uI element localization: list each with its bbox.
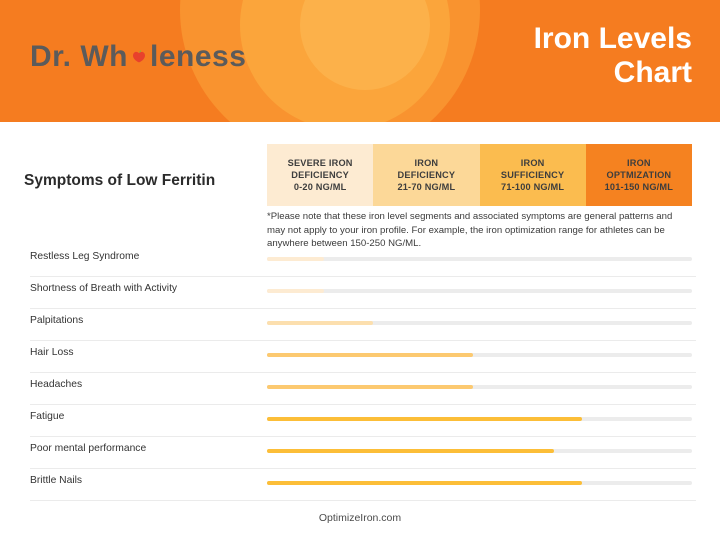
segment-label-line1: IRON bbox=[520, 157, 545, 168]
segment-4 bbox=[586, 144, 692, 206]
footer-website-text: OptimizeIron.com bbox=[318, 512, 402, 524]
symptom-bar-fill bbox=[267, 257, 324, 261]
symptom-bar-fill bbox=[267, 289, 324, 293]
symptom-bar-fill bbox=[267, 417, 582, 421]
symptom-bar-track bbox=[267, 417, 692, 421]
page-title-line1: Iron Levels bbox=[533, 22, 692, 55]
segment-label-line2: DEFICIENCY bbox=[291, 169, 349, 180]
symptom-bar-track bbox=[267, 257, 692, 261]
disclaimer-note: *Please note that these iron level segments and associated symptoms are general patterns and may not apply to your iron profile. For example, the iron optimization range for athletes can be anywhere between 150-250 NG/ML. bbox=[267, 211, 673, 250]
footer-website bbox=[0, 512, 720, 524]
symptom-label: Poor mental performance bbox=[30, 443, 147, 454]
symptom-bar-fill bbox=[267, 449, 554, 453]
segment-range: 71-100 NG/ML bbox=[501, 182, 565, 193]
brand-logo-text-before: Dr. Wh bbox=[30, 40, 128, 73]
symptom-row bbox=[24, 277, 696, 309]
segment-1 bbox=[267, 144, 373, 206]
segment-label-line1: IRON bbox=[414, 157, 439, 168]
segment-legend bbox=[267, 144, 692, 206]
symptom-bar-track bbox=[267, 289, 692, 293]
symptom-row bbox=[24, 341, 696, 373]
symptom-row bbox=[24, 245, 696, 277]
segment-label-line2: OPTMIZATION bbox=[606, 169, 672, 180]
symptom-row bbox=[24, 437, 696, 469]
brand-logo bbox=[30, 40, 246, 74]
segment-label-line1: IRON bbox=[626, 157, 651, 168]
symptom-row bbox=[24, 469, 696, 501]
header-banner bbox=[0, 0, 720, 122]
segment-3 bbox=[480, 144, 586, 206]
symptom-label: Shortness of Breath with Activity bbox=[30, 283, 178, 294]
symptom-label: Restless Leg Syndrome bbox=[30, 251, 140, 262]
symptom-label: Headaches bbox=[30, 379, 83, 390]
segment-range: 101-150 NG/ML bbox=[604, 182, 674, 193]
brand-logo-text-after: leness bbox=[150, 40, 247, 73]
symptom-rows bbox=[24, 245, 696, 501]
segment-label-line1: SEVERE IRON bbox=[287, 157, 353, 168]
symptom-bar-fill bbox=[267, 385, 473, 389]
symptom-row bbox=[24, 373, 696, 405]
symptom-label: Palpitations bbox=[30, 315, 84, 326]
symptom-row bbox=[24, 309, 696, 341]
segment-label-line2: DEFICIENCY bbox=[397, 169, 456, 180]
apple-icon bbox=[128, 47, 150, 69]
symptom-label: Brittle Nails bbox=[30, 475, 83, 486]
symptom-bar-track bbox=[267, 449, 692, 453]
segment-label-line2: SUFFICIENCY bbox=[500, 169, 565, 180]
segment-range: 21-70 NG/ML bbox=[397, 182, 456, 193]
segment-range: 0-20 NG/ML bbox=[293, 182, 347, 193]
symptom-bar-fill bbox=[267, 481, 582, 485]
symptom-bar-fill bbox=[267, 321, 373, 325]
page-title-line2: Chart bbox=[613, 55, 692, 89]
symptom-bar-track bbox=[267, 321, 692, 325]
symptom-bar-track bbox=[267, 353, 692, 357]
symptom-row bbox=[24, 405, 696, 437]
symptom-bar-fill bbox=[267, 353, 473, 357]
segment-2 bbox=[373, 144, 479, 206]
symptoms-heading: Symptoms of Low Ferritin bbox=[24, 172, 216, 189]
symptom-bar-track bbox=[267, 385, 692, 389]
row-divider bbox=[30, 500, 696, 501]
symptom-bar-track bbox=[267, 481, 692, 485]
symptom-label: Hair Loss bbox=[30, 347, 74, 358]
symptom-label: Fatigue bbox=[30, 411, 65, 422]
page-title bbox=[362, 22, 692, 89]
